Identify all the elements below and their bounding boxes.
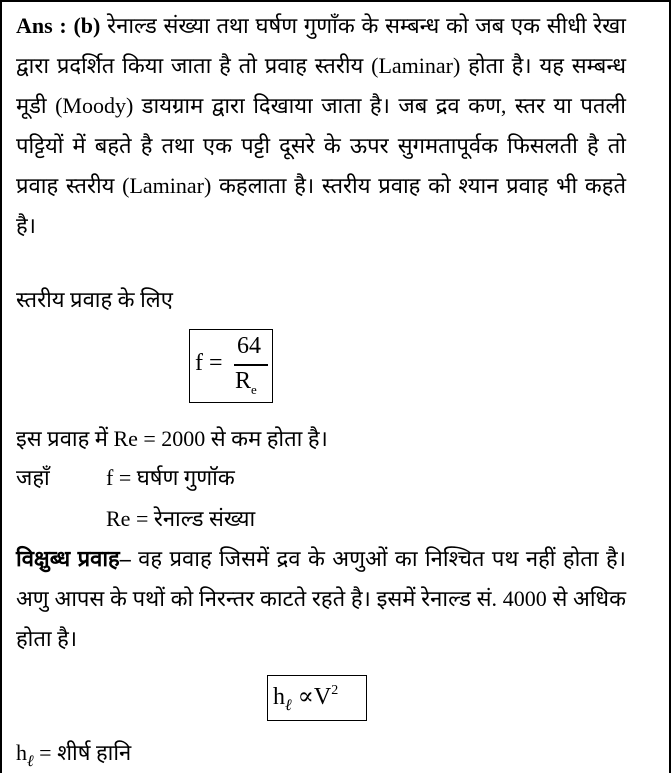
formula-numerator: 64 (237, 333, 261, 359)
laminar-caption: स्तरीय प्रवाह के लिए (16, 287, 173, 312)
turbulent-paragraph (16, 539, 626, 659)
fraction-bar (234, 364, 268, 366)
where-def-f: f = घर्षण गुणॉक (106, 465, 235, 490)
head-loss-formula: $h_\ell \propto V^2$ (267, 675, 367, 721)
where-label: जहाँ (16, 465, 50, 490)
where-line (16, 463, 235, 493)
answer-label: Ans : (b) (16, 13, 101, 38)
turbulent-heading: विक्षुब्ध प्रवाह– (16, 546, 131, 571)
where-def-re: Re = रेनाल्ड संख्या (106, 506, 256, 531)
formula-denominator: $R_e$ (235, 368, 257, 397)
formula-lhs: f = (195, 350, 223, 376)
laminar-formula (189, 329, 273, 403)
head-loss-definition: $h_\ell$ = शीर्ष हानि (16, 740, 132, 770)
turbulent-text: वह प्रवाह जिसमें द्रव के अणुओं का निश्चित पथ नहीं होता है। अणु आपस के पथों को निरन्तर काटते रहते है। इसमें रेनाल्ड सं. 4000 से अधिक होता है। (16, 546, 626, 651)
answer-text: रेनाल्ड संख्या तथा घर्षण गुणाँक के सम्बन्ध को जब एक सीधी रेखा द्वारा प्रदर्शित किया जाता है तो प्रवाह स्तरीय (Laminar) होता है। यह सम्बन्ध मूडी (Moody) डायग्राम द्वारा दिखाया जाता है। जब द्रव कण, स्तर या पतली पट्टियों में बहते है तथा एक पट्टी दूसरे के ऊपर सुगमतापूर्वक फिसलती है तो प्रवाह स्तरीय (Laminar) कहलाता है। स्तरीय प्रवाह को श्यान प्रवाह भी कहते है। (16, 13, 626, 238)
answer-paragraph (16, 6, 626, 246)
reynolds-limit-line: इस प्रवाह में Re = 2000 से कम होता है। (16, 426, 328, 451)
